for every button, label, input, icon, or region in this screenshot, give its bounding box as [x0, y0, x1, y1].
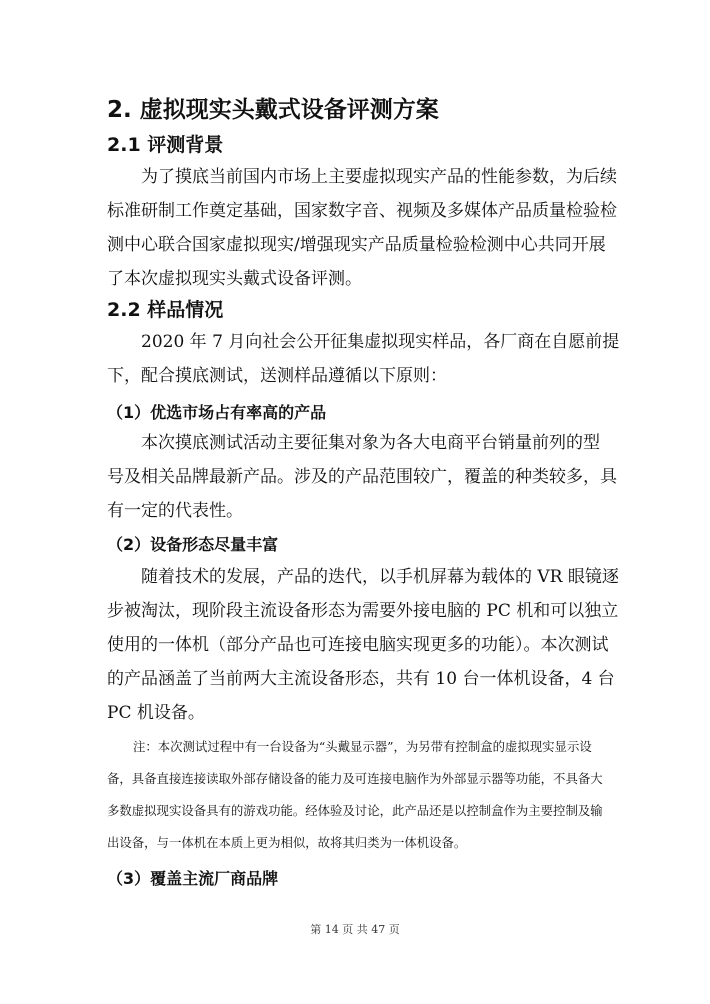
principle-2-paragraph: [107, 560, 619, 730]
note-line: 注：本次测试过程中有一台设备为“头戴显示器”，为另带有控制盒的虚拟现实显示设: [133, 739, 592, 754]
paragraph-line: 的产品涵盖了当前两大主流设备形态，共有 10 台一体机设备，4 台: [107, 669, 615, 689]
paragraph-line: 步被淘汰，现阶段主流设备形态为需要外接电脑的 PC 机和可以独立: [107, 601, 619, 621]
subsection-heading-evaluation-background: 2.1 评测背景: [107, 134, 224, 156]
paragraph-line: 测中心联合国家虚拟现实/增强现实产品质量检验检测中心共同开展: [107, 235, 606, 255]
paragraph-line: 随着技术的发展，产品的迭代，以手机屏幕为载体的 VR 眼镜逐: [141, 567, 619, 587]
page-footer: 第 14 页 共 47 页: [310, 923, 400, 936]
paragraph-line: PC 机设备。: [107, 703, 205, 723]
principle-1-paragraph: [107, 426, 617, 528]
paragraph-line: 2020 年 7 月向社会公开征集虚拟现实样品，各厂商在自愿前提: [141, 332, 620, 352]
sample-intro-paragraph: [107, 325, 620, 393]
paragraph-line: 本次摸底测试活动主要征集对象为各大电商平台销量前列的型: [141, 433, 600, 453]
paragraph-line: 使用的一体机（部分产品也可连接电脑实现更多的功能）。本次测试: [107, 635, 609, 655]
principle-heading-2: （2）设备形态尽量丰富: [107, 535, 279, 554]
section-title: 2. 虚拟现实头戴式设备评测方案: [107, 97, 439, 123]
paragraph-line: 标准研制工作奠定基础，国家数字音、视频及多媒体产品质量检验检: [107, 201, 617, 221]
note-line: 出设备，与一体机在本质上更为相似，故将其归类为一体机设备。: [107, 835, 467, 850]
subsection-heading-sample-situation: 2.2 样品情况: [107, 299, 224, 321]
paragraph-line: 下，配合摸底测试，送测样品遵循以下原则：: [107, 366, 447, 386]
paragraph-line: 为了摸底当前国内市场上主要虚拟现实产品的性能参数，为后续: [141, 167, 617, 187]
principle-heading-3: （3）覆盖主流厂商品牌: [107, 869, 279, 888]
note-line: 备，具备直接连接读取外部存储设备的能力及可连接电脑作为外部显示器等功能，不具备大: [107, 771, 603, 786]
paragraph-line: 了本次虚拟现实头戴式设备评测。: [107, 269, 362, 289]
paragraph-line: 有一定的代表性。: [107, 501, 243, 521]
note-line: 多数虚拟现实设备具有的游戏功能。经体验及讨论，此产品还是以控制盒作为主要控制及输: [107, 803, 603, 818]
note-paragraph: [107, 731, 607, 859]
principle-heading-1: （1）优选市场占有率高的产品: [107, 403, 327, 422]
background-paragraph: [107, 160, 617, 296]
paragraph-line: 号及相关品牌最新产品。涉及的产品范围较广，覆盖的种类较多，具: [107, 467, 617, 487]
